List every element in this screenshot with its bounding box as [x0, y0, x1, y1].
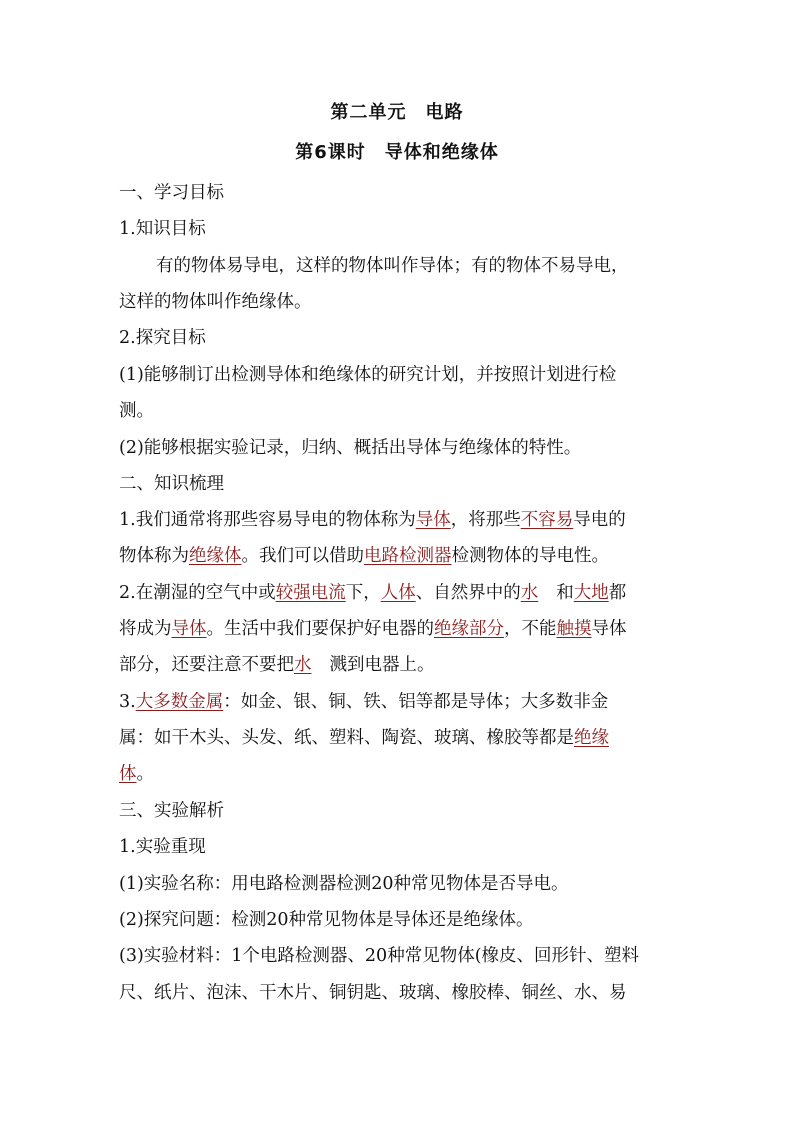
answer-blank: 电路检测器	[364, 546, 452, 566]
inquiry-goal-2: (2)能够根据实验记录，归纳、概括出导体与绝缘体的特性。	[119, 438, 582, 458]
section-heading-experiment: 三、实验解析	[119, 801, 224, 821]
answer-blank: 导体	[171, 619, 207, 639]
experiment-question: (2)探究问题：检测20种常见物体是导体还是绝缘体。	[119, 910, 534, 930]
section-heading-knowledge: 二、知识梳理	[119, 474, 224, 494]
experiment-materials-cont: 尺、纸片、泡沫、干木片、铜钥匙、玻璃、橡胶棒、铜丝、水、易	[119, 983, 627, 1003]
experiment-materials: (3)实验材料：1个电路检测器、20种常见物体(橡皮、回形针、塑料	[119, 946, 640, 966]
knowledge-point-2: 2.在潮湿的空气中或较强电流下，人体、自然界中的水 和大地都	[119, 583, 627, 603]
answer-blank: 绝缘体	[189, 546, 242, 566]
answer-blank: 人体	[380, 583, 416, 603]
knowledge-point-1-cont: 物体称为绝缘体。我们可以借助电路检测器检测物体的导电性。	[119, 546, 609, 566]
lesson-title: 第6课时 导体和绝缘体	[295, 142, 499, 163]
inquiry-goal-1: (1)能够制订出检测导体和绝缘体的研究计划，并按照计划进行检	[119, 365, 617, 385]
knowledge-goal-text: 有的物体易导电，这样的物体叫作导体；有的物体不易导电，	[156, 256, 629, 276]
knowledge-point-3-cont: 属：如干木头、头发、纸、塑料、陶瓷、玻璃、橡胶等都是绝缘	[119, 728, 609, 748]
knowledge-point-2-cont2: 部分，还要注意不要把水 溅到电器上。	[119, 655, 435, 675]
answer-blank: 触摸	[556, 619, 592, 639]
knowledge-point-3: 3.大多数金属：如金、银、铜、铁、铝等都是导体；大多数非金	[119, 692, 609, 712]
answer-blank: 水	[520, 583, 539, 603]
answer-blank: 绝缘部分	[434, 619, 504, 639]
knowledge-goal-text-cont: 这样的物体叫作绝缘体。	[119, 292, 312, 312]
knowledge-point-1: 1.我们通常将那些容易导电的物体称为导体，将那些不容易导电的	[119, 510, 626, 530]
answer-blank: 较强电流	[275, 583, 346, 603]
knowledge-point-2-cont: 将成为导体。生活中我们要保护好电器的绝缘部分，不能触摸导体	[119, 619, 627, 639]
answer-blank: 绝缘	[574, 728, 609, 748]
answer-blank: 大多数金属	[135, 692, 224, 712]
inquiry-goal-heading: 2.探究目标	[119, 328, 206, 348]
answer-blank: 导体	[415, 510, 451, 530]
knowledge-point-3-cont2: 体。	[119, 764, 154, 784]
section-heading-goals: 一、学习目标	[119, 183, 224, 203]
inquiry-goal-1-cont: 测。	[119, 401, 154, 421]
unit-title: 第二单元 电路	[330, 102, 464, 123]
knowledge-goal-heading: 1.知识目标	[119, 219, 206, 239]
experiment-name: (1)实验名称：用电路检测器检测20种常见物体是否导电。	[119, 874, 569, 894]
experiment-subheading: 1.实验重现	[119, 837, 206, 857]
answer-blank: 大地	[573, 583, 609, 603]
answer-blank: 体	[119, 764, 137, 784]
answer-blank: 水	[294, 655, 312, 675]
answer-blank: 不容易	[520, 510, 574, 530]
